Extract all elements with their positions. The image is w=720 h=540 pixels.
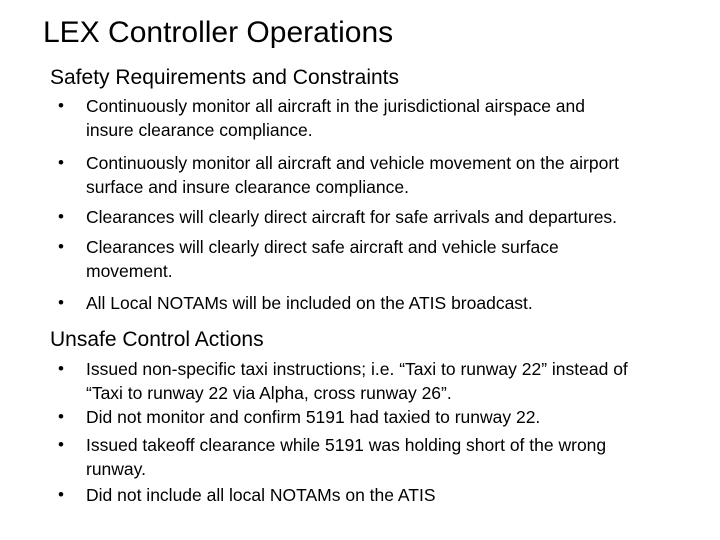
slide-title: LEX Controller Operations [43,16,394,49]
list-item-line: Clearances will clearly direct aircraft for safe arrivals and departures. [86,207,618,227]
bullet-icon: • [58,237,64,256]
list-item-line: Clearances will clearly direct safe aircraft and vehicle surface [86,237,559,257]
bullet-icon: • [58,359,64,378]
list-item-text [86,483,716,507]
section-heading-safety: Safety Requirements and Constraints [50,66,400,89]
list-item-text [86,433,716,481]
bullet-icon: • [58,207,64,226]
bullet-icon: • [58,96,64,115]
list-item-line: Issued takeoff clearance while 5191 was holding short of the wrong [86,435,607,455]
list-item-line: Continuously monitor all aircraft and vehicle movement on the airport [86,153,620,173]
bullet-icon: • [58,485,64,504]
list-item-line: Issued non-specific taxi instructions; i.e. “Taxi to runway 22” instead of [86,359,628,379]
list-item-text [86,357,716,405]
list-item-line: “Taxi to runway 22 via Alpha, cross runway 26”. [86,383,452,403]
list-item-line: Did not monitor and confirm 5191 had taxied to runway 22. [86,407,541,427]
bullet-icon: • [58,153,64,172]
bullet-icon: • [58,435,64,454]
list-item-line: All Local NOTAMs will be included on the ATIS broadcast. [86,293,533,313]
bullet-icon: • [58,293,64,312]
list-item-line: surface and insure clearance compliance. [86,177,409,197]
bullet-icon: • [58,407,64,426]
list-item-line: Continuously monitor all aircraft in the jurisdictional airspace and [86,96,585,116]
list-item-line: insure clearance compliance. [86,120,313,140]
section-heading-unsafe-control-actions: Unsafe Control Actions [50,328,264,351]
list-item-line: Did not include all local NOTAMs on the ATIS [86,485,436,505]
list-item-text [86,405,716,429]
list-item-line: movement. [86,261,173,281]
list-item-line: runway. [86,459,146,479]
